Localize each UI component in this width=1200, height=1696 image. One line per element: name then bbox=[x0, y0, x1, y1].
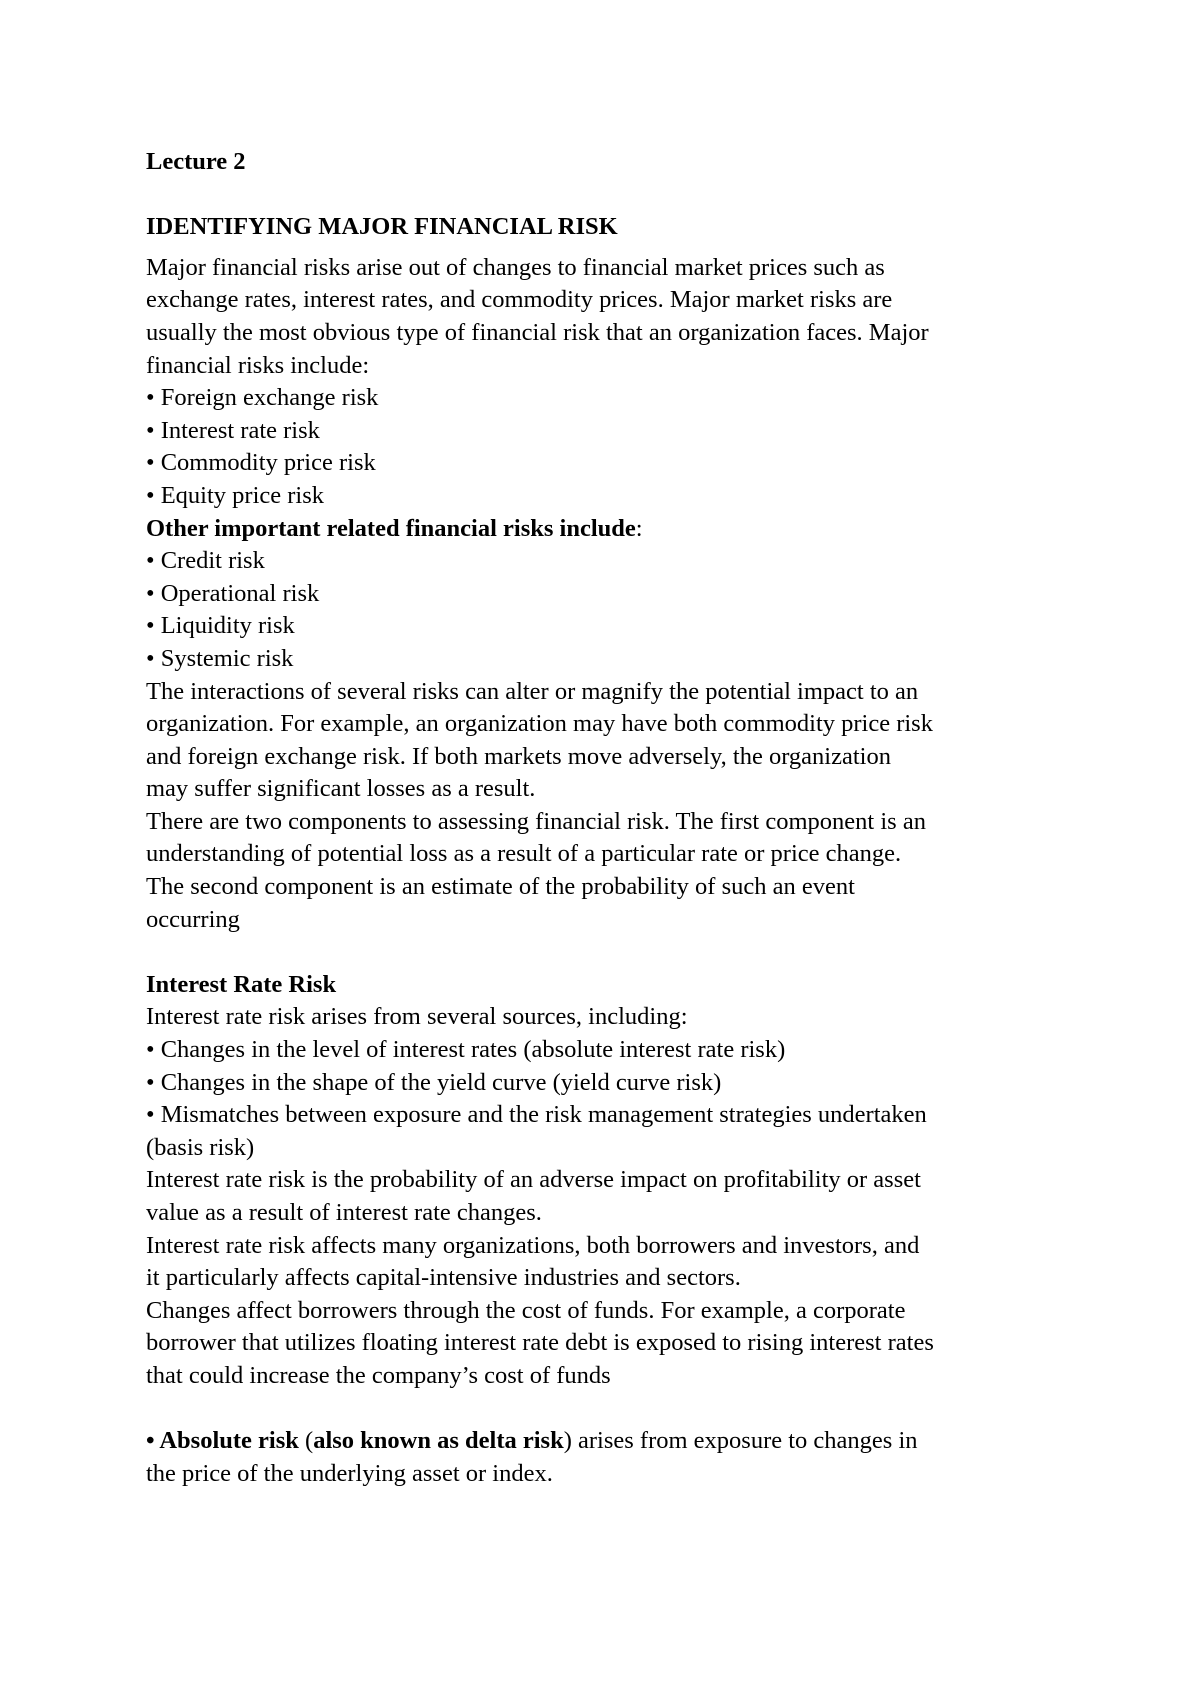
paragraph-line: The interactions of several risks can alter or magnify the potential impact to an bbox=[146, 677, 919, 705]
absolute-risk-description: ) arises from exposure to changes in bbox=[563, 1427, 918, 1455]
paragraph-line: Interest rate risk is the probability of an adverse impact on profitability or asset bbox=[146, 1166, 921, 1194]
paragraph-line: Changes affect borrowers through the cost of funds. For example, a corporate bbox=[146, 1296, 906, 1324]
blank-line bbox=[146, 936, 1076, 969]
list-item-major-risk: • Interest rate risk bbox=[146, 416, 320, 444]
absolute-risk-line bbox=[146, 1425, 1076, 1458]
list-item-other-risk: • Operational risk bbox=[146, 579, 320, 607]
paragraph-line: that could increase the company’s cost of funds bbox=[146, 1361, 611, 1389]
paragraph-line: understanding of potential loss as a result of a particular rate or price change. bbox=[146, 840, 902, 868]
paragraph-line: and foreign exchange risk. If both markets move adversely, the organization bbox=[146, 742, 891, 770]
paragraph-line: borrower that utilizes floating interest rate debt is exposed to rising interest rates bbox=[146, 1329, 934, 1357]
blank-line bbox=[146, 244, 1076, 252]
blank-line bbox=[146, 1393, 1076, 1426]
paragraph-line: value as a result of interest rate changes. bbox=[146, 1199, 542, 1226]
paragraph-line: exchange rates, interest rates, and commodity prices. Major market risks are bbox=[146, 286, 893, 314]
list-item-other-risk: • Credit risk bbox=[146, 547, 265, 575]
section-heading-interest-rate-risk: Interest Rate Risk bbox=[146, 970, 337, 998]
list-item-source: • Changes in the level of interest rates (absolute interest rate risk) bbox=[146, 1036, 786, 1064]
paragraph-line: Interest rate risk arises from several sources, including: bbox=[146, 1003, 688, 1031]
paragraph-line: occurring bbox=[146, 905, 240, 933]
absolute-risk-open-paren: ( bbox=[298, 1427, 314, 1455]
list-item-other-risk: • Systemic risk bbox=[146, 644, 294, 672]
list-item-source: • Changes in the shape of the yield curve (yield curve risk) bbox=[146, 1068, 722, 1096]
other-risks-heading bbox=[146, 513, 1076, 546]
absolute-risk-term: Absolute risk bbox=[159, 1427, 299, 1455]
paragraph-line: may suffer significant losses as a result. bbox=[146, 775, 536, 803]
other-risks-heading-bold: Other important related financial risks include bbox=[146, 514, 636, 542]
lecture-title: Lecture 2 bbox=[146, 148, 246, 175]
paragraph-line: financial risks include: bbox=[146, 351, 370, 379]
other-risks-heading-colon: : bbox=[635, 514, 643, 542]
absolute-risk-alias: also known as delta risk bbox=[313, 1427, 564, 1455]
paragraph-line: organization. For example, an organization may have both commodity price risk bbox=[146, 710, 933, 738]
paragraph-line: Interest rate risk affects many organizations, both borrowers and investors, and bbox=[146, 1231, 920, 1259]
paragraph-line: The second component is an estimate of the probability of such an event bbox=[146, 873, 855, 901]
paragraph-line: Major financial risks arise out of changes to financial market prices such as bbox=[146, 253, 885, 281]
list-item-source: • Mismatches between exposure and the risk management strategies undertaken bbox=[146, 1101, 927, 1129]
list-item-major-risk: • Commodity price risk bbox=[146, 449, 376, 477]
paragraph-line: it particularly affects capital-intensive industries and sectors. bbox=[146, 1264, 741, 1292]
absolute-risk-bullet: • bbox=[146, 1427, 160, 1455]
document-body bbox=[146, 146, 1076, 1490]
list-item-source: (basis risk) bbox=[146, 1133, 255, 1161]
paragraph-line: usually the most obvious type of financial risk that an organization faces. Major bbox=[146, 318, 929, 346]
section-heading-major-financial-risk: IDENTIFYING MAJOR FINANCIAL RISK bbox=[146, 213, 618, 241]
blank-line bbox=[146, 179, 1076, 212]
paragraph-line: There are two components to assessing financial risk. The first component is an bbox=[146, 807, 926, 835]
paragraph-line: the price of the underlying asset or index. bbox=[146, 1459, 553, 1487]
list-item-major-risk: • Foreign exchange risk bbox=[146, 384, 379, 412]
list-item-major-risk: • Equity price risk bbox=[146, 481, 324, 509]
list-item-other-risk: • Liquidity risk bbox=[146, 612, 295, 640]
